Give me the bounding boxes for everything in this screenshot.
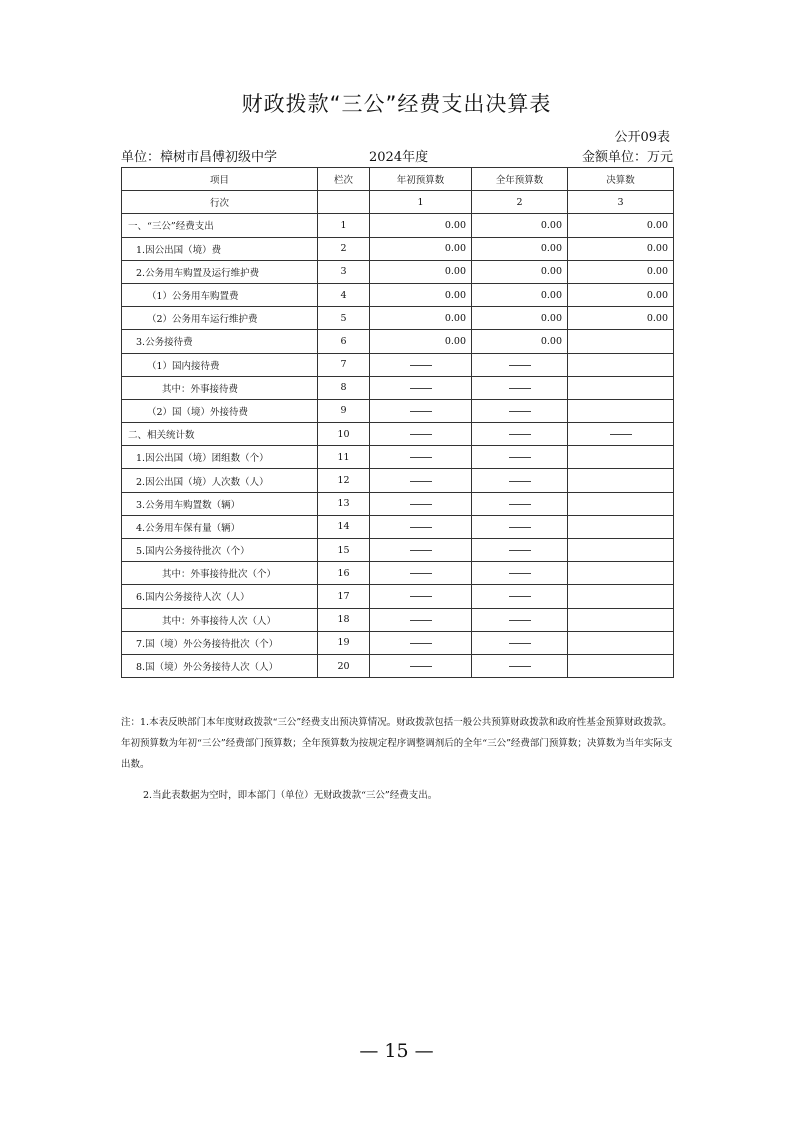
table-row bbox=[122, 492, 674, 515]
row-final-amount: 0.00 bbox=[568, 237, 674, 260]
table-row bbox=[122, 423, 674, 446]
dash-mark bbox=[410, 504, 432, 505]
dash-mark bbox=[410, 365, 432, 366]
table-meta bbox=[121, 146, 673, 166]
index-label: 行次 bbox=[122, 191, 318, 214]
row-col-no: 6 bbox=[318, 330, 370, 353]
dash-mark bbox=[410, 411, 432, 412]
page-number: — 15 — bbox=[359, 1040, 434, 1062]
row-full-year-budget bbox=[472, 423, 568, 446]
row-final-amount bbox=[568, 654, 674, 677]
dash-mark bbox=[410, 527, 432, 528]
row-label: （1）公务用车购置费 bbox=[122, 283, 318, 306]
table-row bbox=[122, 237, 674, 260]
table-row bbox=[122, 631, 674, 654]
row-final-amount: 0.00 bbox=[568, 283, 674, 306]
money-unit: 金额单位：万元 bbox=[581, 150, 673, 165]
row-initial-budget: 0.00 bbox=[370, 283, 472, 306]
row-final-amount bbox=[568, 515, 674, 538]
table-row bbox=[122, 608, 674, 631]
row-full-year-budget bbox=[472, 539, 568, 562]
row-initial-budget bbox=[370, 631, 472, 654]
table-row bbox=[122, 562, 674, 585]
row-full-year-budget bbox=[472, 515, 568, 538]
index-empty bbox=[318, 191, 370, 214]
dash-mark bbox=[509, 550, 531, 551]
row-col-no: 11 bbox=[318, 446, 370, 469]
index-c1: 1 bbox=[370, 191, 472, 214]
row-initial-budget: 0.00 bbox=[370, 214, 472, 237]
row-final-amount bbox=[568, 376, 674, 399]
row-label: （1）国内接待费 bbox=[122, 353, 318, 376]
row-label: 8.国（境）外公务接待人次（人） bbox=[122, 654, 318, 677]
row-full-year-budget bbox=[472, 631, 568, 654]
row-col-no: 13 bbox=[318, 492, 370, 515]
row-final-amount bbox=[568, 469, 674, 492]
row-label: 2.因公出国（境）人次数（人） bbox=[122, 469, 318, 492]
table-row bbox=[122, 539, 674, 562]
header-item: 项目 bbox=[122, 168, 318, 191]
header-final-amount: 决算数 bbox=[568, 168, 674, 191]
row-full-year-budget: 0.00 bbox=[472, 260, 568, 283]
dash-mark bbox=[509, 457, 531, 458]
table-row bbox=[122, 214, 674, 237]
row-final-amount bbox=[568, 539, 674, 562]
row-full-year-budget bbox=[472, 469, 568, 492]
table-row bbox=[122, 307, 674, 330]
row-initial-budget: 0.00 bbox=[370, 237, 472, 260]
table-row bbox=[122, 585, 674, 608]
row-final-amount bbox=[568, 631, 674, 654]
row-full-year-budget bbox=[472, 353, 568, 376]
row-col-no: 8 bbox=[318, 376, 370, 399]
dash-mark bbox=[509, 434, 531, 435]
table-row bbox=[122, 353, 674, 376]
dash-mark bbox=[410, 388, 432, 389]
table-row bbox=[122, 260, 674, 283]
dash-mark bbox=[509, 388, 531, 389]
page-title: 财政拨款“三公”经费支出决算表 bbox=[241, 92, 552, 116]
row-full-year-budget: 0.00 bbox=[472, 214, 568, 237]
row-final-amount bbox=[568, 423, 674, 446]
row-full-year-budget bbox=[472, 608, 568, 631]
row-final-amount: 0.00 bbox=[568, 307, 674, 330]
row-initial-budget bbox=[370, 539, 472, 562]
row-label: 其中：外事接待人次（人） bbox=[122, 608, 318, 631]
row-label: 2.公务用车购置及运行维护费 bbox=[122, 260, 318, 283]
row-label: 二、相关统计数 bbox=[122, 423, 318, 446]
row-initial-budget bbox=[370, 654, 472, 677]
dash-mark bbox=[410, 481, 432, 482]
row-label: 6.国内公务接待人次（人） bbox=[122, 585, 318, 608]
dash-mark bbox=[509, 596, 531, 597]
row-label: （2）公务用车运行维护费 bbox=[122, 307, 318, 330]
row-col-no: 15 bbox=[318, 539, 370, 562]
header-row bbox=[122, 168, 674, 191]
note-2: 2.当此表数据为空时，即本部门（单位）无财政拨款“三公”经费支出。 bbox=[143, 790, 438, 801]
table-row bbox=[122, 515, 674, 538]
header-full-year-budget: 全年预算数 bbox=[472, 168, 568, 191]
table-row bbox=[122, 399, 674, 422]
dash-mark bbox=[509, 365, 531, 366]
index-row bbox=[122, 191, 674, 214]
row-col-no: 9 bbox=[318, 399, 370, 422]
row-label: 3.公务接待费 bbox=[122, 330, 318, 353]
row-initial-budget bbox=[370, 446, 472, 469]
table-row bbox=[122, 469, 674, 492]
row-col-no: 20 bbox=[318, 654, 370, 677]
row-initial-budget bbox=[370, 469, 472, 492]
row-col-no: 4 bbox=[318, 283, 370, 306]
row-label: 其中：外事接待费 bbox=[122, 376, 318, 399]
row-initial-budget: 0.00 bbox=[370, 330, 472, 353]
row-final-amount bbox=[568, 399, 674, 422]
row-final-amount bbox=[568, 446, 674, 469]
row-full-year-budget bbox=[472, 654, 568, 677]
row-final-amount bbox=[568, 353, 674, 376]
row-col-no: 16 bbox=[318, 562, 370, 585]
row-full-year-budget: 0.00 bbox=[472, 237, 568, 260]
row-col-no: 10 bbox=[318, 423, 370, 446]
row-initial-budget bbox=[370, 353, 472, 376]
dash-mark bbox=[410, 596, 432, 597]
row-col-no: 18 bbox=[318, 608, 370, 631]
row-label: （2）国（境）外接待费 bbox=[122, 399, 318, 422]
note-1: 注：1.本表反映部门本年度财政拨款“三公”经费支出预决算情况。财政拨款包括一般公共预算财政拨款和政府性基金预算财政拨款。年初预算数为年初“三公”经费部门预算数；全年预算数为按规定程序调整调剂后的全年“三公”经费部门预算数；决算数为当年实际支出数。 bbox=[121, 717, 673, 770]
row-full-year-budget bbox=[472, 376, 568, 399]
row-initial-budget bbox=[370, 515, 472, 538]
dash-mark bbox=[610, 434, 632, 435]
row-full-year-budget: 0.00 bbox=[472, 307, 568, 330]
table-row bbox=[122, 376, 674, 399]
dash-mark bbox=[509, 527, 531, 528]
index-c3: 3 bbox=[568, 191, 674, 214]
row-final-amount bbox=[568, 562, 674, 585]
dash-mark bbox=[509, 411, 531, 412]
row-col-no: 19 bbox=[318, 631, 370, 654]
row-label: 1.因公出国（境）费 bbox=[122, 237, 318, 260]
dash-mark bbox=[410, 573, 432, 574]
row-label: 1.因公出国（境）团组数（个） bbox=[122, 446, 318, 469]
notes bbox=[121, 712, 677, 806]
row-col-no: 12 bbox=[318, 469, 370, 492]
row-initial-budget: 0.00 bbox=[370, 260, 472, 283]
unit-label: 单位：樟树市昌傅初级中学 bbox=[121, 150, 278, 165]
row-initial-budget bbox=[370, 608, 472, 631]
table-row bbox=[122, 654, 674, 677]
row-full-year-budget bbox=[472, 446, 568, 469]
row-col-no: 3 bbox=[318, 260, 370, 283]
row-initial-budget bbox=[370, 376, 472, 399]
form-number: 公开09表 bbox=[614, 130, 670, 145]
row-final-amount bbox=[568, 608, 674, 631]
row-initial-budget: 0.00 bbox=[370, 307, 472, 330]
row-label: 一、“三公”经费支出 bbox=[122, 214, 318, 237]
header-col-no: 栏次 bbox=[318, 168, 370, 191]
row-full-year-budget bbox=[472, 585, 568, 608]
table-row bbox=[122, 330, 674, 353]
row-label: 其中：外事接待批次（个） bbox=[122, 562, 318, 585]
row-label: 4.公务用车保有量（辆） bbox=[122, 515, 318, 538]
row-col-no: 2 bbox=[318, 237, 370, 260]
row-full-year-budget bbox=[472, 562, 568, 585]
row-label: 3.公务用车购置数（辆） bbox=[122, 492, 318, 515]
dash-mark bbox=[509, 643, 531, 644]
fiscal-year: 2024年度 bbox=[369, 150, 429, 165]
dash-mark bbox=[509, 620, 531, 621]
table-row bbox=[122, 446, 674, 469]
dash-mark bbox=[509, 666, 531, 667]
dash-mark bbox=[410, 457, 432, 458]
row-label: 7.国（境）外公务接待批次（个） bbox=[122, 631, 318, 654]
dash-mark bbox=[410, 434, 432, 435]
table-row bbox=[122, 283, 674, 306]
row-final-amount: 0.00 bbox=[568, 260, 674, 283]
row-col-no: 14 bbox=[318, 515, 370, 538]
row-initial-budget bbox=[370, 562, 472, 585]
row-full-year-budget bbox=[472, 399, 568, 422]
row-final-amount bbox=[568, 330, 674, 353]
row-col-no: 17 bbox=[318, 585, 370, 608]
row-full-year-budget bbox=[472, 492, 568, 515]
dash-mark bbox=[509, 504, 531, 505]
row-full-year-budget: 0.00 bbox=[472, 283, 568, 306]
dash-mark bbox=[410, 643, 432, 644]
row-col-no: 7 bbox=[318, 353, 370, 376]
dash-mark bbox=[410, 550, 432, 551]
dash-mark bbox=[410, 666, 432, 667]
row-col-no: 1 bbox=[318, 214, 370, 237]
dash-mark bbox=[509, 573, 531, 574]
row-initial-budget bbox=[370, 492, 472, 515]
row-final-amount: 0.00 bbox=[568, 214, 674, 237]
dash-mark bbox=[410, 620, 432, 621]
dash-mark bbox=[509, 481, 531, 482]
row-final-amount bbox=[568, 492, 674, 515]
expense-table bbox=[121, 167, 674, 678]
row-label: 5.国内公务接待批次（个） bbox=[122, 539, 318, 562]
row-initial-budget bbox=[370, 399, 472, 422]
index-c2: 2 bbox=[472, 191, 568, 214]
row-final-amount bbox=[568, 585, 674, 608]
row-initial-budget bbox=[370, 423, 472, 446]
row-full-year-budget: 0.00 bbox=[472, 330, 568, 353]
row-col-no: 5 bbox=[318, 307, 370, 330]
row-initial-budget bbox=[370, 585, 472, 608]
header-initial-budget: 年初预算数 bbox=[370, 168, 472, 191]
